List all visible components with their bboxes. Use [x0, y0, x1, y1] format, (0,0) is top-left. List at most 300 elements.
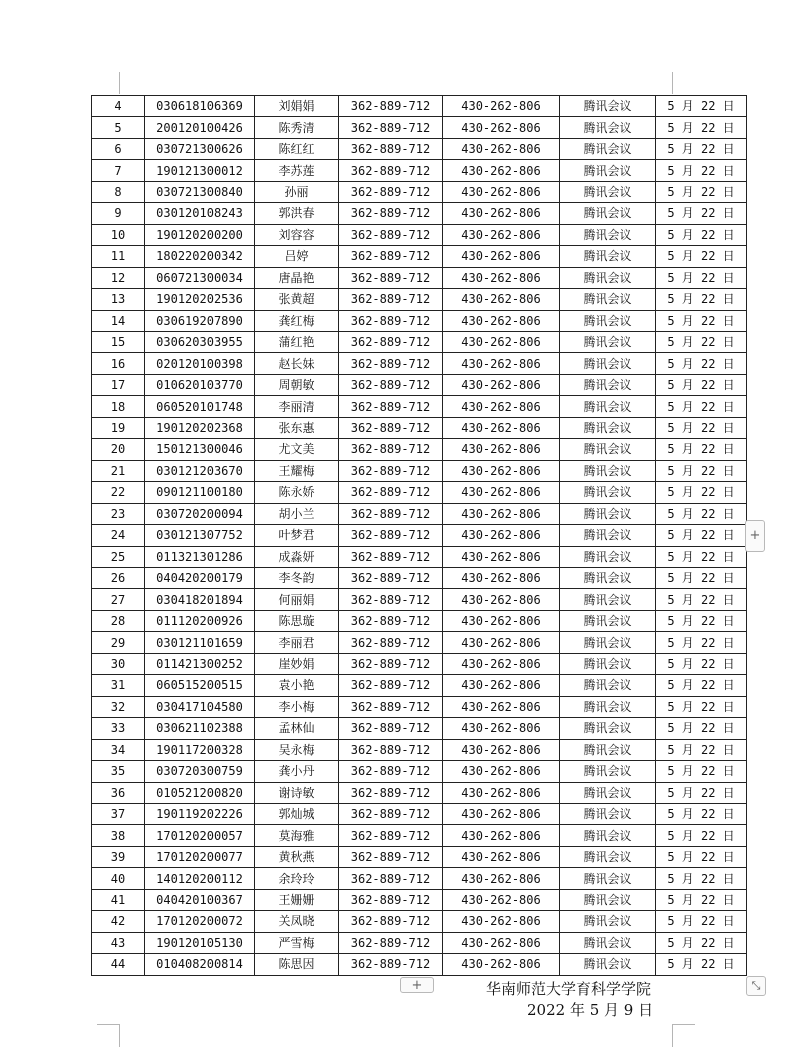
date-cell[interactable]: 5 月 22 日: [656, 718, 747, 739]
meeting-password-cell[interactable]: 430-262-806: [443, 718, 560, 739]
date-cell[interactable]: 5 月 22 日: [656, 954, 747, 975]
meeting-id-cell[interactable]: 362-889-712: [339, 525, 443, 546]
date-cell[interactable]: 5 月 22 日: [656, 889, 747, 910]
name-cell[interactable]: 郭灿城: [255, 803, 339, 824]
platform-cell[interactable]: 腾讯会议: [560, 439, 656, 460]
student-id-cell[interactable]: 010408200814: [145, 954, 255, 975]
row-number-cell[interactable]: 44: [92, 954, 145, 975]
meeting-id-cell[interactable]: 362-889-712: [339, 396, 443, 417]
row-number-cell[interactable]: 23: [92, 503, 145, 524]
platform-cell[interactable]: 腾讯会议: [560, 267, 656, 288]
student-id-cell[interactable]: 170120200077: [145, 846, 255, 867]
student-id-cell[interactable]: 060515200515: [145, 675, 255, 696]
platform-cell[interactable]: 腾讯会议: [560, 224, 656, 245]
row-number-cell[interactable]: 19: [92, 417, 145, 438]
add-column-button[interactable]: +: [745, 520, 765, 552]
date-cell[interactable]: 5 月 22 日: [656, 632, 747, 653]
meeting-password-cell[interactable]: 430-262-806: [443, 267, 560, 288]
platform-cell[interactable]: 腾讯会议: [560, 589, 656, 610]
row-number-cell[interactable]: 36: [92, 782, 145, 803]
name-cell[interactable]: 陈红红: [255, 138, 339, 159]
meeting-password-cell[interactable]: 430-262-806: [443, 739, 560, 760]
platform-cell[interactable]: 腾讯会议: [560, 610, 656, 631]
meeting-password-cell[interactable]: 430-262-806: [443, 181, 560, 202]
meeting-id-cell[interactable]: 362-889-712: [339, 439, 443, 460]
meeting-password-cell[interactable]: 430-262-806: [443, 911, 560, 932]
date-cell[interactable]: 5 月 22 日: [656, 160, 747, 181]
row-number-cell[interactable]: 24: [92, 525, 145, 546]
date-cell[interactable]: 5 月 22 日: [656, 138, 747, 159]
student-id-cell[interactable]: 190121300012: [145, 160, 255, 181]
meeting-password-cell[interactable]: 430-262-806: [443, 310, 560, 331]
student-id-cell[interactable]: 030417104580: [145, 696, 255, 717]
student-id-cell[interactable]: 030720200094: [145, 503, 255, 524]
row-number-cell[interactable]: 12: [92, 267, 145, 288]
name-cell[interactable]: 张黄超: [255, 289, 339, 310]
meeting-id-cell[interactable]: 362-889-712: [339, 675, 443, 696]
name-cell[interactable]: 关凤晓: [255, 911, 339, 932]
meeting-password-cell[interactable]: 430-262-806: [443, 825, 560, 846]
platform-cell[interactable]: 腾讯会议: [560, 181, 656, 202]
platform-cell[interactable]: 腾讯会议: [560, 739, 656, 760]
platform-cell[interactable]: 腾讯会议: [560, 525, 656, 546]
meeting-password-cell[interactable]: 430-262-806: [443, 203, 560, 224]
platform-cell[interactable]: 腾讯会议: [560, 696, 656, 717]
meeting-id-cell[interactable]: 362-889-712: [339, 546, 443, 567]
date-cell[interactable]: 5 月 22 日: [656, 310, 747, 331]
student-id-cell[interactable]: 030720300759: [145, 761, 255, 782]
student-id-cell[interactable]: 030121307752: [145, 525, 255, 546]
platform-cell[interactable]: 腾讯会议: [560, 954, 656, 975]
meeting-password-cell[interactable]: 430-262-806: [443, 868, 560, 889]
row-number-cell[interactable]: 8: [92, 181, 145, 202]
crop-mark-top-right: [672, 72, 695, 94]
platform-cell[interactable]: 腾讯会议: [560, 782, 656, 803]
platform-cell[interactable]: 腾讯会议: [560, 889, 656, 910]
table-row: [92, 739, 747, 760]
date-cell[interactable]: 5 月 22 日: [656, 417, 747, 438]
date-cell[interactable]: 5 月 22 日: [656, 696, 747, 717]
student-id-cell[interactable]: 040420100367: [145, 889, 255, 910]
row-number-cell[interactable]: 31: [92, 675, 145, 696]
student-id-cell[interactable]: 150121300046: [145, 439, 255, 460]
date-cell[interactable]: 5 月 22 日: [656, 911, 747, 932]
student-id-cell[interactable]: 030621102388: [145, 718, 255, 739]
row-number-cell[interactable]: 35: [92, 761, 145, 782]
row-number-cell[interactable]: 37: [92, 803, 145, 824]
date-cell[interactable]: 5 月 22 日: [656, 803, 747, 824]
student-id-cell[interactable]: 170120200072: [145, 911, 255, 932]
meeting-id-cell[interactable]: 362-889-712: [339, 224, 443, 245]
meeting-id-cell[interactable]: 362-889-712: [339, 653, 443, 674]
meeting-id-cell[interactable]: 362-889-712: [339, 138, 443, 159]
meeting-id-cell[interactable]: 362-889-712: [339, 567, 443, 588]
row-number-cell[interactable]: 22: [92, 482, 145, 503]
meeting-id-cell[interactable]: 362-889-712: [339, 96, 443, 117]
student-id-cell[interactable]: 011120200926: [145, 610, 255, 631]
platform-cell[interactable]: 腾讯会议: [560, 160, 656, 181]
row-number-cell[interactable]: 38: [92, 825, 145, 846]
meeting-id-cell[interactable]: 362-889-712: [339, 803, 443, 824]
meeting-id-cell[interactable]: 362-889-712: [339, 246, 443, 267]
meeting-password-cell[interactable]: 430-262-806: [443, 482, 560, 503]
date-cell[interactable]: 5 月 22 日: [656, 396, 747, 417]
meeting-password-cell[interactable]: 430-262-806: [443, 138, 560, 159]
meeting-id-cell[interactable]: 362-889-712: [339, 889, 443, 910]
meeting-password-cell[interactable]: 430-262-806: [443, 460, 560, 481]
student-id-cell[interactable]: 190120202536: [145, 289, 255, 310]
meeting-id-cell[interactable]: 362-889-712: [339, 868, 443, 889]
date-cell[interactable]: 5 月 22 日: [656, 739, 747, 760]
table-row: [92, 782, 747, 803]
row-number-cell[interactable]: 41: [92, 889, 145, 910]
platform-cell[interactable]: 腾讯会议: [560, 482, 656, 503]
date-cell[interactable]: 5 月 22 日: [656, 331, 747, 352]
meeting-password-cell[interactable]: 430-262-806: [443, 782, 560, 803]
meeting-id-cell[interactable]: 362-889-712: [339, 160, 443, 181]
table-row: [92, 546, 747, 567]
student-id-cell[interactable]: 200120100426: [145, 117, 255, 138]
meeting-id-cell[interactable]: 362-889-712: [339, 761, 443, 782]
name-cell[interactable]: 尤文美: [255, 439, 339, 460]
date-cell[interactable]: 5 月 22 日: [656, 460, 747, 481]
date-cell[interactable]: 5 月 22 日: [656, 353, 747, 374]
row-number-cell[interactable]: 4: [92, 96, 145, 117]
student-id-cell[interactable]: 010620103770: [145, 374, 255, 395]
name-cell[interactable]: 何丽娟: [255, 589, 339, 610]
platform-cell[interactable]: 腾讯会议: [560, 331, 656, 352]
student-id-cell[interactable]: 190120202368: [145, 417, 255, 438]
date-cell[interactable]: 5 月 22 日: [656, 289, 747, 310]
name-cell[interactable]: 叶梦君: [255, 525, 339, 546]
name-cell[interactable]: 刘娟娟: [255, 96, 339, 117]
platform-cell[interactable]: 腾讯会议: [560, 868, 656, 889]
table-row: [92, 138, 747, 159]
row-number-cell[interactable]: 20: [92, 439, 145, 460]
student-id-cell[interactable]: 011321301286: [145, 546, 255, 567]
name-cell[interactable]: 陈永娇: [255, 482, 339, 503]
student-id-cell[interactable]: 190120105130: [145, 932, 255, 953]
name-cell[interactable]: 王耀梅: [255, 460, 339, 481]
meeting-id-cell[interactable]: 362-889-712: [339, 589, 443, 610]
row-number-cell[interactable]: 10: [92, 224, 145, 245]
date-cell[interactable]: 5 月 22 日: [656, 96, 747, 117]
student-id-cell[interactable]: 170120200057: [145, 825, 255, 846]
name-cell[interactable]: 黄秋燕: [255, 846, 339, 867]
date-cell[interactable]: 5 月 22 日: [656, 567, 747, 588]
student-id-cell[interactable]: 090121100180: [145, 482, 255, 503]
name-cell[interactable]: 莫海雅: [255, 825, 339, 846]
table-resize-handle[interactable]: ⤡: [746, 976, 766, 996]
row-number-cell[interactable]: 30: [92, 653, 145, 674]
platform-cell[interactable]: 腾讯会议: [560, 246, 656, 267]
platform-cell[interactable]: 腾讯会议: [560, 117, 656, 138]
student-id-cell[interactable]: 030121203670: [145, 460, 255, 481]
student-id-cell[interactable]: 190117200328: [145, 739, 255, 760]
meeting-password-cell[interactable]: 430-262-806: [443, 417, 560, 438]
date-cell[interactable]: 5 月 22 日: [656, 203, 747, 224]
meeting-id-cell[interactable]: 362-889-712: [339, 417, 443, 438]
row-number-cell[interactable]: 34: [92, 739, 145, 760]
platform-cell[interactable]: 腾讯会议: [560, 911, 656, 932]
row-number-cell[interactable]: 29: [92, 632, 145, 653]
date-cell[interactable]: 5 月 22 日: [656, 761, 747, 782]
student-id-cell[interactable]: 060520101748: [145, 396, 255, 417]
meeting-id-cell[interactable]: 362-889-712: [339, 739, 443, 760]
meeting-password-cell[interactable]: 430-262-806: [443, 396, 560, 417]
row-number-cell[interactable]: 39: [92, 846, 145, 867]
platform-cell[interactable]: 腾讯会议: [560, 374, 656, 395]
meeting-id-cell[interactable]: 362-889-712: [339, 289, 443, 310]
platform-cell[interactable]: 腾讯会议: [560, 825, 656, 846]
meeting-id-cell[interactable]: 362-889-712: [339, 610, 443, 631]
meeting-password-cell[interactable]: 430-262-806: [443, 117, 560, 138]
meeting-password-cell[interactable]: 430-262-806: [443, 439, 560, 460]
name-cell[interactable]: 龚小丹: [255, 761, 339, 782]
date-cell[interactable]: 5 月 22 日: [656, 224, 747, 245]
date-cell[interactable]: 5 月 22 日: [656, 782, 747, 803]
row-number-cell[interactable]: 27: [92, 589, 145, 610]
row-number-cell[interactable]: 15: [92, 331, 145, 352]
name-cell[interactable]: 王姗姗: [255, 889, 339, 910]
meeting-id-cell[interactable]: 362-889-712: [339, 482, 443, 503]
platform-cell[interactable]: 腾讯会议: [560, 675, 656, 696]
row-number-cell[interactable]: 11: [92, 246, 145, 267]
meeting-id-cell[interactable]: 362-889-712: [339, 825, 443, 846]
student-id-cell[interactable]: 030618106369: [145, 96, 255, 117]
name-cell[interactable]: 孙丽: [255, 181, 339, 202]
name-cell[interactable]: 李小梅: [255, 696, 339, 717]
student-id-cell[interactable]: 040420200179: [145, 567, 255, 588]
row-number-cell[interactable]: 6: [92, 138, 145, 159]
row-number-cell[interactable]: 25: [92, 546, 145, 567]
meeting-password-cell[interactable]: 430-262-806: [443, 525, 560, 546]
name-cell[interactable]: 郭洪春: [255, 203, 339, 224]
name-cell[interactable]: 吴永梅: [255, 739, 339, 760]
name-cell[interactable]: 陈思因: [255, 954, 339, 975]
platform-cell[interactable]: 腾讯会议: [560, 96, 656, 117]
name-cell[interactable]: 刘容容: [255, 224, 339, 245]
name-cell[interactable]: 李丽君: [255, 632, 339, 653]
meeting-password-cell[interactable]: 430-262-806: [443, 803, 560, 824]
student-id-cell[interactable]: 010521200820: [145, 782, 255, 803]
row-number-cell[interactable]: 14: [92, 310, 145, 331]
name-cell[interactable]: 余玲玲: [255, 868, 339, 889]
student-id-cell[interactable]: 030120108243: [145, 203, 255, 224]
row-number-cell[interactable]: 18: [92, 396, 145, 417]
platform-cell[interactable]: 腾讯会议: [560, 567, 656, 588]
date-cell[interactable]: 5 月 22 日: [656, 374, 747, 395]
meeting-password-cell[interactable]: 430-262-806: [443, 653, 560, 674]
meeting-password-cell[interactable]: 430-262-806: [443, 696, 560, 717]
date-cell[interactable]: 5 月 22 日: [656, 825, 747, 846]
meeting-id-cell[interactable]: 362-889-712: [339, 503, 443, 524]
meeting-password-cell[interactable]: 430-262-806: [443, 289, 560, 310]
row-number-cell[interactable]: 40: [92, 868, 145, 889]
meeting-id-cell[interactable]: 362-889-712: [339, 954, 443, 975]
date-cell[interactable]: 5 月 22 日: [656, 932, 747, 953]
name-cell[interactable]: 唐晶艳: [255, 267, 339, 288]
student-id-cell[interactable]: 030619207890: [145, 310, 255, 331]
meeting-password-cell[interactable]: 430-262-806: [443, 761, 560, 782]
name-cell[interactable]: 周朝敏: [255, 374, 339, 395]
meeting-id-cell[interactable]: 362-889-712: [339, 932, 443, 953]
student-id-cell[interactable]: 030721300840: [145, 181, 255, 202]
student-id-cell[interactable]: 030418201894: [145, 589, 255, 610]
row-number-cell[interactable]: 17: [92, 374, 145, 395]
date-cell[interactable]: 5 月 22 日: [656, 653, 747, 674]
platform-cell[interactable]: 腾讯会议: [560, 653, 656, 674]
student-id-cell[interactable]: 020120100398: [145, 353, 255, 374]
meeting-password-cell[interactable]: 430-262-806: [443, 846, 560, 867]
table-row: [92, 932, 747, 953]
name-cell[interactable]: 孟林仙: [255, 718, 339, 739]
name-cell[interactable]: 蒲红艳: [255, 331, 339, 352]
platform-cell[interactable]: 腾讯会议: [560, 632, 656, 653]
name-cell[interactable]: 龚红梅: [255, 310, 339, 331]
student-id-cell[interactable]: 140120200112: [145, 868, 255, 889]
meeting-password-cell[interactable]: 430-262-806: [443, 954, 560, 975]
meeting-password-cell[interactable]: 430-262-806: [443, 353, 560, 374]
platform-cell[interactable]: 腾讯会议: [560, 310, 656, 331]
date-cell[interactable]: 5 月 22 日: [656, 439, 747, 460]
row-number-cell[interactable]: 5: [92, 117, 145, 138]
name-cell[interactable]: 李冬韵: [255, 567, 339, 588]
meeting-id-cell[interactable]: 362-889-712: [339, 460, 443, 481]
meeting-id-cell[interactable]: 362-889-712: [339, 331, 443, 352]
student-id-cell[interactable]: 190119202226: [145, 803, 255, 824]
platform-cell[interactable]: 腾讯会议: [560, 289, 656, 310]
meeting-password-cell[interactable]: 430-262-806: [443, 224, 560, 245]
platform-cell[interactable]: 腾讯会议: [560, 932, 656, 953]
row-number-cell[interactable]: 7: [92, 160, 145, 181]
date-cell[interactable]: 5 月 22 日: [656, 610, 747, 631]
student-id-cell[interactable]: 030721300626: [145, 138, 255, 159]
meeting-password-cell[interactable]: 430-262-806: [443, 503, 560, 524]
row-number-cell[interactable]: 16: [92, 353, 145, 374]
name-cell[interactable]: 胡小兰: [255, 503, 339, 524]
student-id-cell[interactable]: 060721300034: [145, 267, 255, 288]
meeting-password-cell[interactable]: 430-262-806: [443, 589, 560, 610]
student-id-cell[interactable]: 030121101659: [145, 632, 255, 653]
meeting-password-cell[interactable]: 430-262-806: [443, 567, 560, 588]
date-cell[interactable]: 5 月 22 日: [656, 181, 747, 202]
platform-cell[interactable]: 腾讯会议: [560, 761, 656, 782]
student-id-cell[interactable]: 030620303955: [145, 331, 255, 352]
name-cell[interactable]: 严雪梅: [255, 932, 339, 953]
platform-cell[interactable]: 腾讯会议: [560, 353, 656, 374]
meeting-password-cell[interactable]: 430-262-806: [443, 546, 560, 567]
meeting-id-cell[interactable]: 362-889-712: [339, 846, 443, 867]
table-row: [92, 117, 747, 138]
student-id-cell[interactable]: 180220200342: [145, 246, 255, 267]
platform-cell[interactable]: 腾讯会议: [560, 846, 656, 867]
date-cell[interactable]: 5 月 22 日: [656, 546, 747, 567]
meeting-id-cell[interactable]: 362-889-712: [339, 374, 443, 395]
row-number-cell[interactable]: 33: [92, 718, 145, 739]
meeting-password-cell[interactable]: 430-262-806: [443, 160, 560, 181]
meeting-password-cell[interactable]: 430-262-806: [443, 374, 560, 395]
meeting-id-cell[interactable]: 362-889-712: [339, 911, 443, 932]
row-number-cell[interactable]: 28: [92, 610, 145, 631]
row-number-cell[interactable]: 32: [92, 696, 145, 717]
meeting-password-cell[interactable]: 430-262-806: [443, 675, 560, 696]
date-cell[interactable]: 5 月 22 日: [656, 525, 747, 546]
meeting-password-cell[interactable]: 430-262-806: [443, 246, 560, 267]
row-number-cell[interactable]: 43: [92, 932, 145, 953]
platform-cell[interactable]: 腾讯会议: [560, 503, 656, 524]
name-cell[interactable]: 李苏莲: [255, 160, 339, 181]
meeting-id-cell[interactable]: 362-889-712: [339, 203, 443, 224]
meeting-password-cell[interactable]: 430-262-806: [443, 932, 560, 953]
meeting-id-cell[interactable]: 362-889-712: [339, 117, 443, 138]
meeting-id-cell[interactable]: 362-889-712: [339, 267, 443, 288]
add-row-button[interactable]: +: [400, 977, 434, 993]
meeting-password-cell[interactable]: 430-262-806: [443, 632, 560, 653]
meeting-id-cell[interactable]: 362-889-712: [339, 353, 443, 374]
date-cell[interactable]: 5 月 22 日: [656, 267, 747, 288]
meeting-id-cell[interactable]: 362-889-712: [339, 696, 443, 717]
name-cell[interactable]: 张东惠: [255, 417, 339, 438]
meeting-password-cell[interactable]: 430-262-806: [443, 610, 560, 631]
name-cell[interactable]: 谢诗敏: [255, 782, 339, 803]
name-cell[interactable]: 成淼妍: [255, 546, 339, 567]
name-cell[interactable]: 赵长妹: [255, 353, 339, 374]
row-number-cell[interactable]: 42: [92, 911, 145, 932]
date-cell[interactable]: 5 月 22 日: [656, 589, 747, 610]
meeting-password-cell[interactable]: 430-262-806: [443, 331, 560, 352]
table-row: [92, 310, 747, 331]
student-id-cell[interactable]: 011421300252: [145, 653, 255, 674]
meeting-id-cell[interactable]: 362-889-712: [339, 181, 443, 202]
meeting-id-cell[interactable]: 362-889-712: [339, 782, 443, 803]
platform-cell[interactable]: 腾讯会议: [560, 203, 656, 224]
platform-cell[interactable]: 腾讯会议: [560, 803, 656, 824]
meeting-password-cell[interactable]: 430-262-806: [443, 889, 560, 910]
name-cell[interactable]: 陈思璇: [255, 610, 339, 631]
row-number-cell[interactable]: 13: [92, 289, 145, 310]
row-number-cell[interactable]: 9: [92, 203, 145, 224]
row-number-cell[interactable]: 21: [92, 460, 145, 481]
meeting-id-cell[interactable]: 362-889-712: [339, 632, 443, 653]
meeting-password-cell[interactable]: 430-262-806: [443, 96, 560, 117]
date-cell[interactable]: 5 月 22 日: [656, 503, 747, 524]
date-cell[interactable]: 5 月 22 日: [656, 868, 747, 889]
platform-cell[interactable]: 腾讯会议: [560, 546, 656, 567]
platform-cell[interactable]: 腾讯会议: [560, 460, 656, 481]
date-cell[interactable]: 5 月 22 日: [656, 117, 747, 138]
row-number-cell[interactable]: 26: [92, 567, 145, 588]
platform-cell[interactable]: 腾讯会议: [560, 396, 656, 417]
name-cell[interactable]: 陈秀清: [255, 117, 339, 138]
name-cell[interactable]: 李丽清: [255, 396, 339, 417]
date-cell[interactable]: 5 月 22 日: [656, 482, 747, 503]
student-id-cell[interactable]: 190120200200: [145, 224, 255, 245]
meeting-id-cell[interactable]: 362-889-712: [339, 310, 443, 331]
platform-cell[interactable]: 腾讯会议: [560, 138, 656, 159]
table-row: [92, 610, 747, 631]
date-cell[interactable]: 5 月 22 日: [656, 846, 747, 867]
platform-cell[interactable]: 腾讯会议: [560, 417, 656, 438]
platform-cell[interactable]: 腾讯会议: [560, 718, 656, 739]
name-cell[interactable]: 崖妙娟: [255, 653, 339, 674]
name-cell[interactable]: 袁小艳: [255, 675, 339, 696]
date-cell[interactable]: 5 月 22 日: [656, 246, 747, 267]
date-cell[interactable]: 5 月 22 日: [656, 675, 747, 696]
meeting-id-cell[interactable]: 362-889-712: [339, 718, 443, 739]
name-cell[interactable]: 吕婷: [255, 246, 339, 267]
table-row: [92, 567, 747, 588]
